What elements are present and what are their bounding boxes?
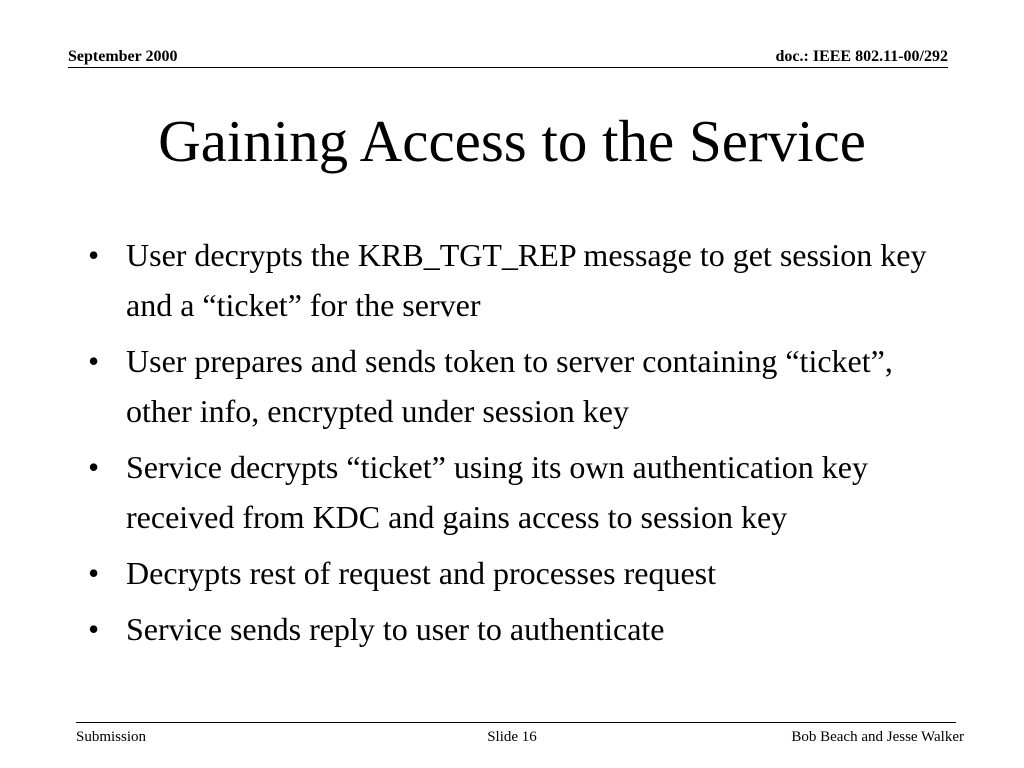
footer-divider [76,722,956,723]
bullet-item [88,336,958,436]
header-date: September 2000 [68,48,178,65]
bullet-text: Service sends reply to user to authenticate [126,611,665,647]
bullet-icon: • [88,343,100,379]
slide-title: Gaining Access to the Service [158,108,866,174]
bullet-text: Decrypts rest of request and processes request [126,555,717,591]
footer-authors: Bob Beach and Jesse Walker [791,729,964,745]
bullet-icon: • [88,555,100,591]
bullet-icon: • [88,237,100,273]
bullet-item [88,548,958,598]
bullet-item [88,442,958,542]
bullet-text: Service decrypts “ticket” using its own authentication key received from KDC and gains access to session key [126,449,868,535]
header-divider [68,67,948,68]
footer-submission: Submission [76,729,147,745]
bullet-icon: • [88,611,100,647]
bullet-text: User decrypts the KRB_TGT_REP message to get session key and a “ticket” for the server [126,237,927,323]
bullet-text: User prepares and sends token to server containing “ticket”, other info, encrypted under session key [126,343,893,429]
footer-slide-number: Slide 16 [487,729,537,745]
bullet-item [88,604,958,654]
bullet-icon: • [88,449,100,485]
bullet-item [88,230,958,330]
bullet-list [88,230,958,660]
header-doc-id: doc.: IEEE 802.11-00/292 [775,48,948,65]
